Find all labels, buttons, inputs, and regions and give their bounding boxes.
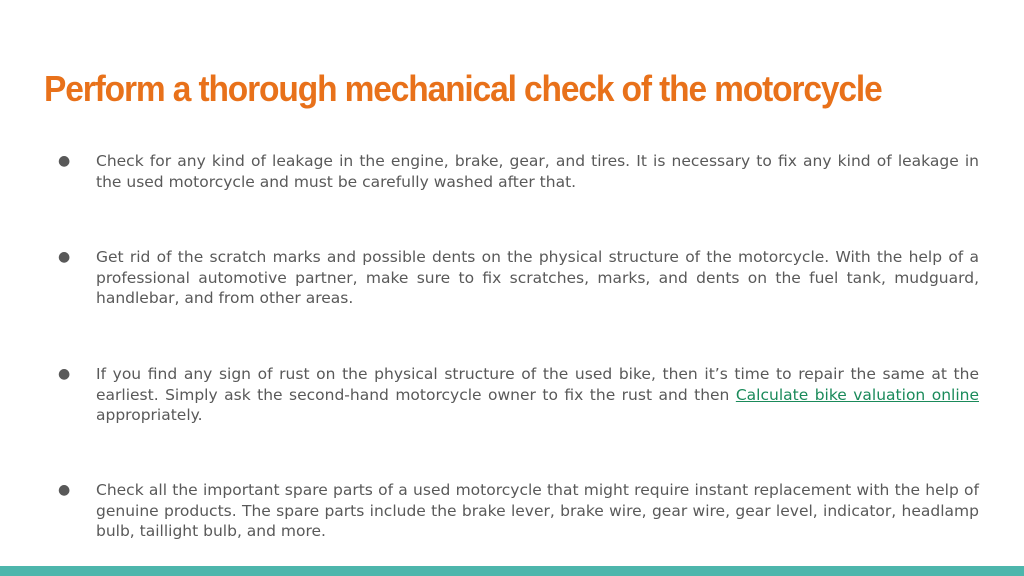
bullet-item-scratches (58, 247, 979, 309)
bullet-text-before-link: If you find any sign of rust on the physical structure of the used bike, then it’s time to repair the same at the earliest. Simply ask the second-hand motorcycle owner to fix the rust and then (96, 365, 979, 404)
bullet-item-rust (58, 364, 979, 426)
bullet-text: Get rid of the scratch marks and possible dents on the physical structure of the motorcycle. With the help of a professional automotive partner, make sure to fix scratches, marks, and dents on the fuel tank, mudguard, handlebar, and from other areas. (96, 248, 979, 307)
bullet-text: Check all the important spare parts of a used motorcycle that might require instant replacement with the help of genuine products. The spare parts include the brake lever, brake wire, gear wire, gear level, indicator, headlamp bulb, taillight bulb, and more. (96, 481, 979, 540)
slide-title: Perform a thorough mechanical check of the motorcycle (44, 68, 882, 109)
bullet-item-spare-parts (58, 480, 979, 542)
bullet-text: Check for any kind of leakage in the engine, brake, gear, and tires. It is necessary to fix any kind of leakage in the used motorcycle and must be carefully washed after that. (96, 152, 979, 191)
bullet-text-after-link: appropriately. (96, 406, 203, 424)
valuation-link[interactable]: Calculate bike valuation online (735, 385, 979, 404)
bullet-dot-icon: ● (58, 153, 71, 169)
bullet-dot-icon: ● (58, 366, 71, 382)
bullet-dot-icon: ● (58, 482, 71, 498)
footer-accent-bar (0, 566, 1024, 576)
bullet-item-leakage (58, 151, 979, 192)
bullet-dot-icon: ● (58, 249, 71, 265)
